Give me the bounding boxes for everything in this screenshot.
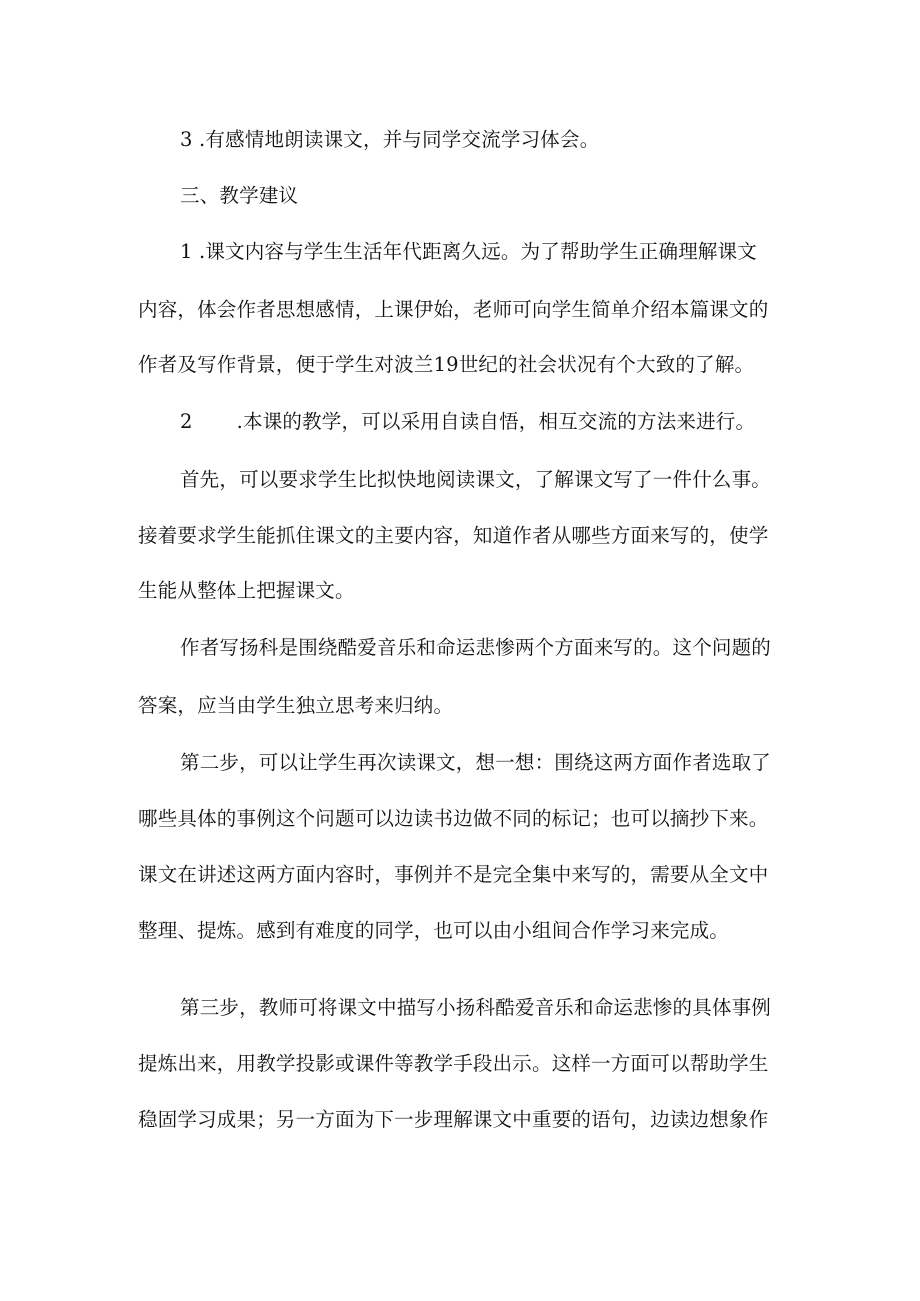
text-line: 哪些具体的事例这个问题可以边读书边做不同的标记；也可以摘抄下来。 <box>138 807 769 830</box>
list-number: 2 <box>180 410 193 433</box>
text-line: 接着要求学生能抓住课文的主要内容，知道作者从哪些方面来写的，使学 <box>138 524 769 547</box>
section-heading-teaching-suggestions: 三、教学建议 <box>180 184 299 207</box>
text-line: 稳固学习成果；另一方面为下一步理解课文中重要的语句，边读边想象作 <box>138 1108 769 1131</box>
text-line-goal-3: 3 .有感情地朗读课文，并与同学交流学习体会。 <box>180 128 600 151</box>
text-line: 第二步，可以让学生再次读课文，想一想：围绕这两方面作者选取了 <box>180 751 772 774</box>
text-line: 内容，体会作者思想感情，上课伊始，老师可向学生简单介绍本篇课文的 <box>138 298 769 321</box>
text-line: 提炼出来，用教学投影或课件等教学手段出示。这样一方面可以帮助学生 <box>138 1052 769 1075</box>
text-line: 首先，可以要求学生比拟快地阅读课文，了解课文写了一件什么事。 <box>180 468 772 491</box>
text-line-suggestion-2 <box>180 410 755 434</box>
text-line-suggestion-1: 1 .课文内容与学生生活年代距离久远。为了帮助学生正确理解课文 <box>180 240 758 263</box>
text-line: 课文在讲述这两方面内容时，事例并不是完全集中来写的，需要从全文中 <box>138 863 769 886</box>
text-line: 整理、提炼。感到有难度的同学，也可以由小组间合作学习来完成。 <box>138 919 730 942</box>
text-line: 作者及写作背景，便于学生对波兰19世纪的社会状况有个大致的了解。 <box>138 353 755 376</box>
text-line: 答案，应当由学生独立思考来归纳。 <box>138 694 454 717</box>
text-line: 生能从整体上把握课文。 <box>138 579 355 602</box>
list-text: .本课的教学，可以采用自读自悟，相互交流的方法来进行。 <box>236 410 756 433</box>
text-line: 作者写扬科是围绕酷爱音乐和命运悲惨两个方面来写的。这个问题的 <box>180 636 772 659</box>
text-line: 第三步，教师可将课文中描写小扬科酷爱音乐和命运悲惨的具体事例 <box>180 996 772 1019</box>
